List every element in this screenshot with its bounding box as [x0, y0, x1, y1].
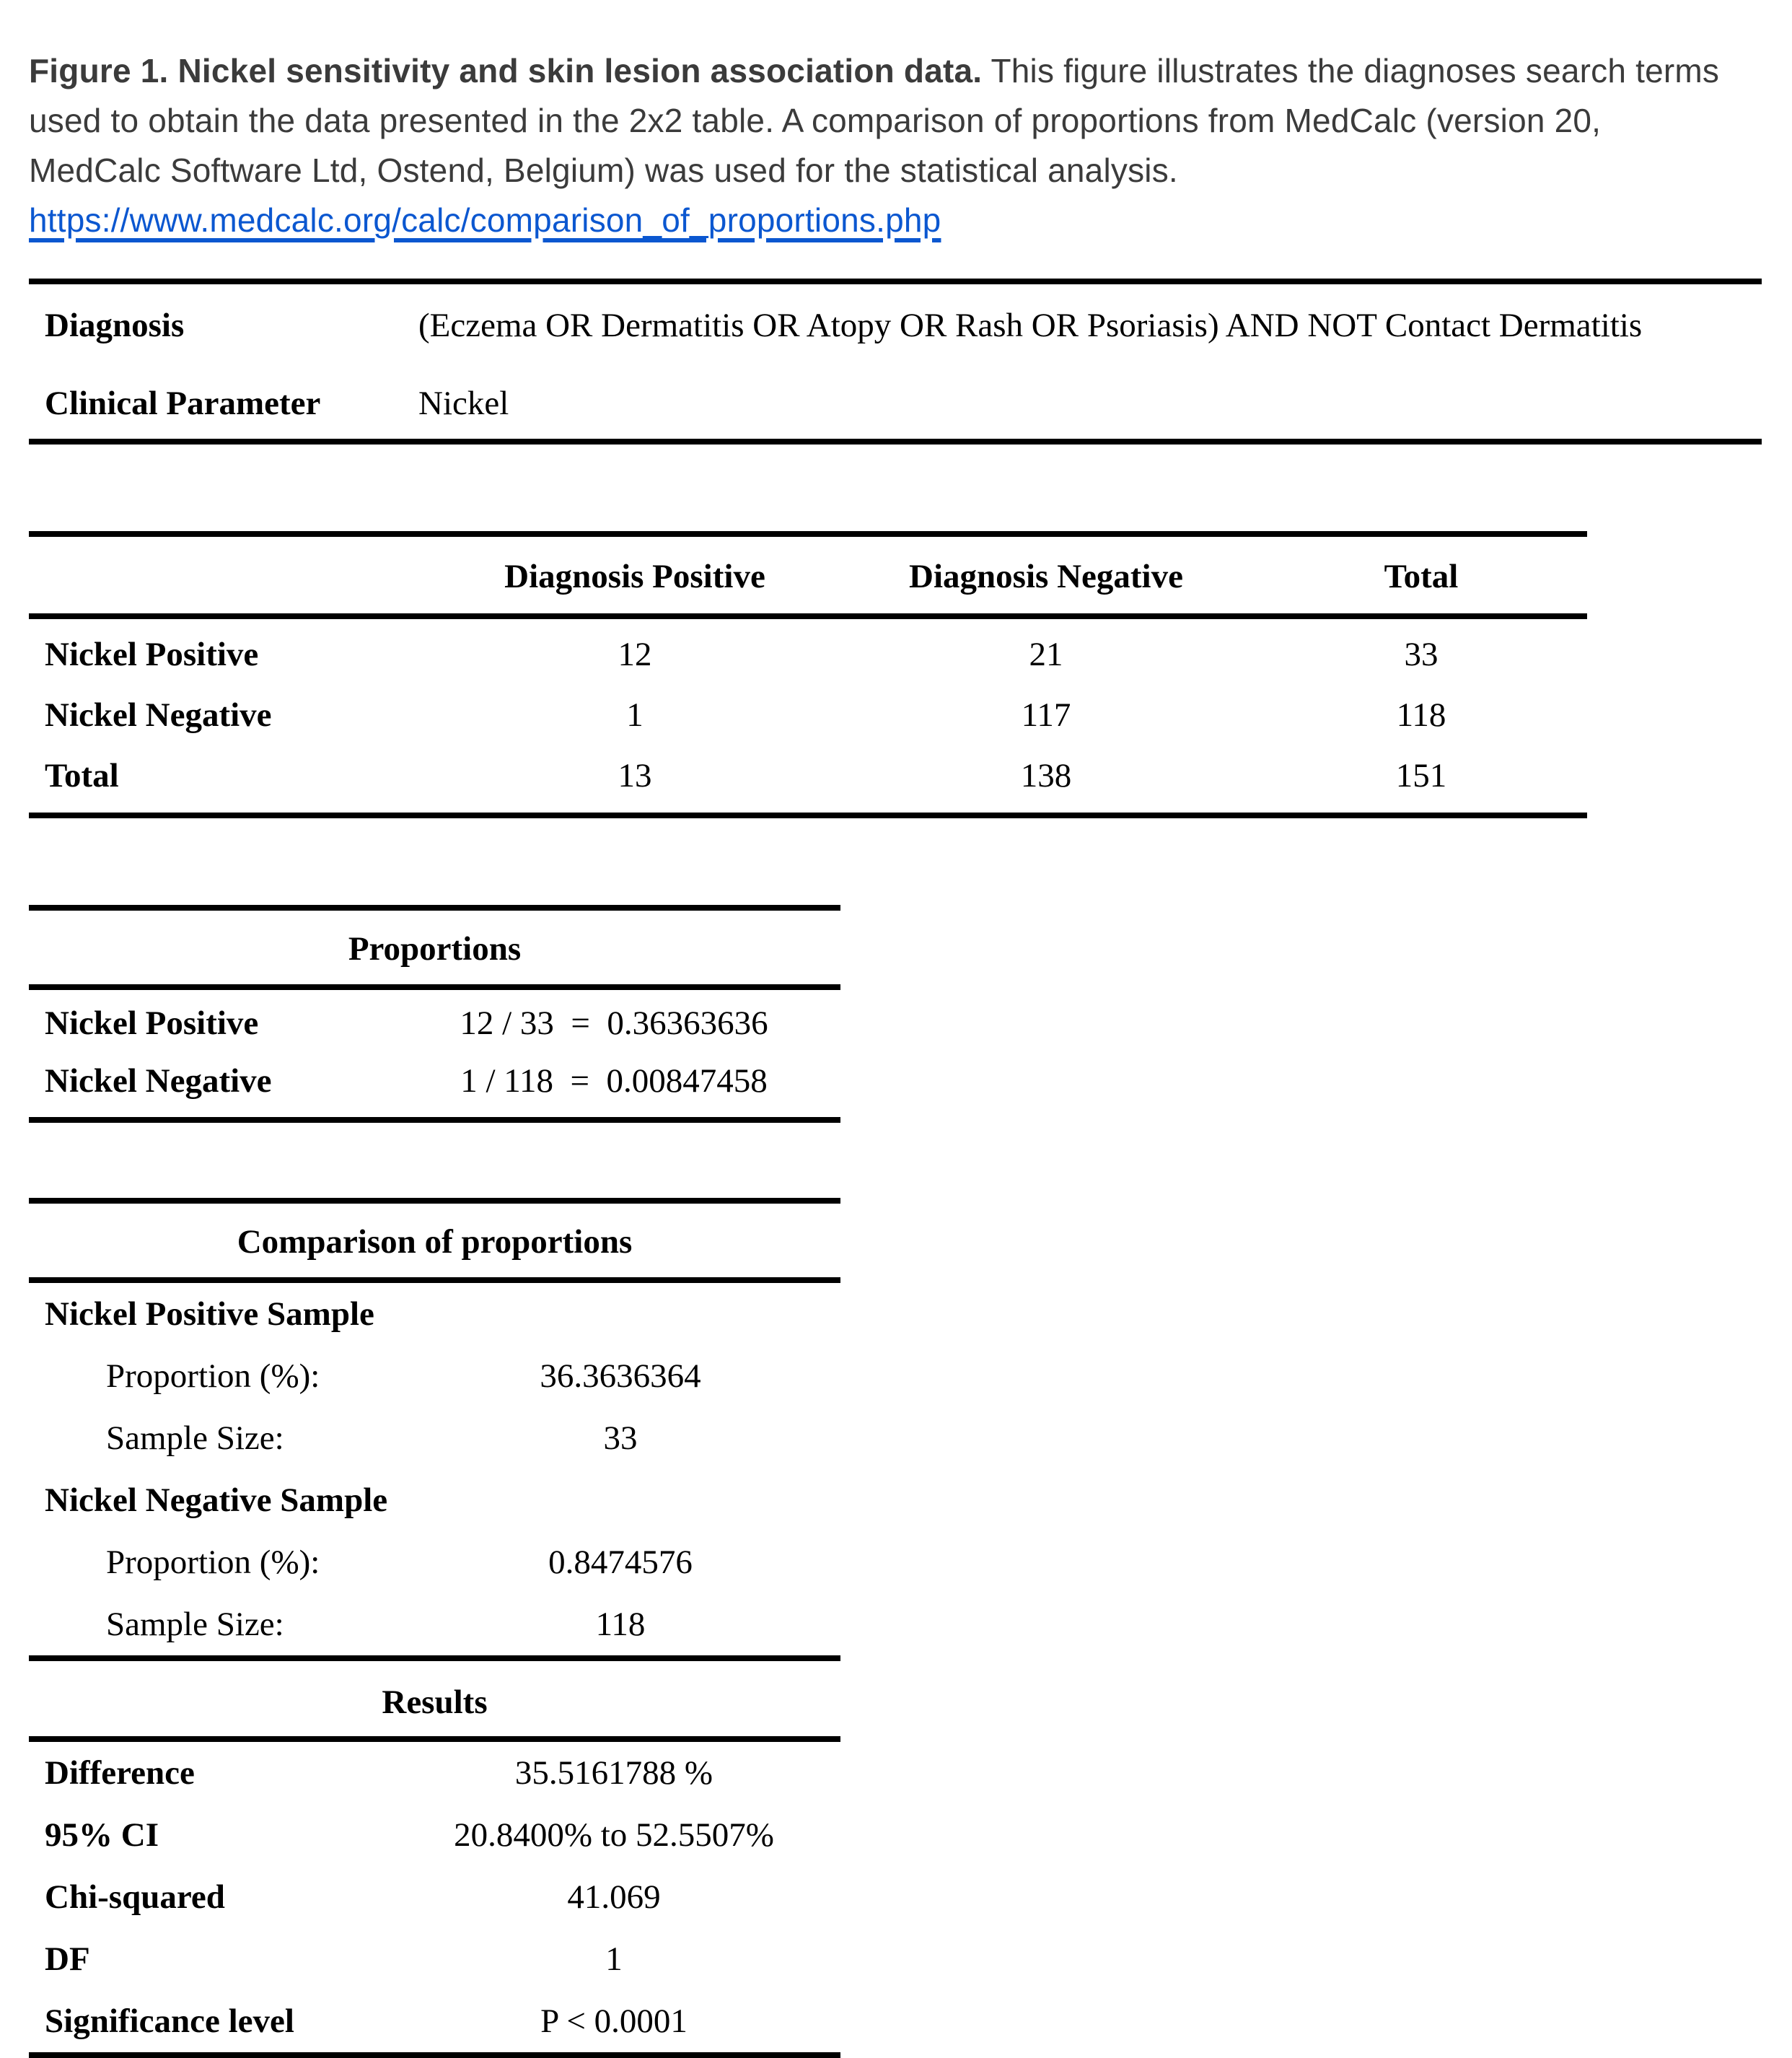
table-title: Comparison of proportions [29, 1204, 840, 1283]
row-value: 0.8474576 [548, 1544, 693, 1581]
table-row [29, 1593, 840, 1655]
table-title: Proportions [29, 911, 840, 990]
table-row [29, 1052, 840, 1110]
table-row [29, 1531, 840, 1593]
column-header: Diagnosis Positive [504, 558, 765, 595]
table-header-row [29, 537, 1587, 619]
column-header: Diagnosis Negative [909, 558, 1183, 595]
table-row [29, 994, 840, 1052]
row-label: 95% CI [45, 1816, 159, 1854]
figure-caption [29, 46, 1737, 245]
table-row [29, 1804, 840, 1866]
table-row [29, 1345, 840, 1407]
row-label: Difference [45, 1754, 195, 1792]
row-value: 33 [603, 1419, 638, 1457]
row-label: Chi-squared [45, 1878, 225, 1916]
group-header: Nickel Negative Sample [45, 1481, 388, 1519]
row-label: Nickel Positive [45, 1004, 259, 1042]
row-label: Proportion (%): [106, 1544, 320, 1581]
column-header: Total [1384, 558, 1459, 595]
cell: 117 [1021, 696, 1071, 734]
row-value: 35.5161788 % [514, 1754, 713, 1792]
row-label: Nickel Negative [45, 696, 272, 734]
table-body [29, 990, 840, 1117]
table-row [29, 1928, 840, 1990]
contingency-table [29, 531, 1587, 818]
table-row [29, 1866, 840, 1928]
table-row [29, 1407, 840, 1469]
cell: 12 [618, 636, 652, 673]
cell: 21 [1029, 636, 1063, 673]
row-value: Nickel [418, 385, 509, 422]
cell: 151 [1395, 757, 1447, 794]
cell: 13 [618, 757, 652, 794]
table-row [29, 684, 1587, 745]
search-terms-table [29, 279, 1762, 445]
cell: 1 [626, 696, 644, 734]
proportions-table [29, 905, 840, 1123]
cell: 118 [1396, 696, 1446, 734]
row-label: Sample Size: [106, 1606, 284, 1643]
results-table [29, 1661, 840, 2058]
row-value: 41.069 [567, 1878, 661, 1916]
comparison-table [29, 1198, 840, 1661]
row-label: Nickel Positive [45, 636, 259, 673]
cell: 33 [1404, 636, 1439, 673]
table-body [29, 1283, 840, 1655]
table-row [29, 305, 1762, 346]
group-header: Nickel Positive Sample [45, 1295, 374, 1333]
row-label: DF [45, 1940, 90, 1978]
table-row [29, 745, 1587, 805]
table-body [29, 1742, 840, 2052]
row-label: Diagnosis [45, 307, 185, 344]
row-label: Clinical Parameter [45, 385, 321, 422]
table-title: Results [29, 1661, 840, 1742]
row-value: P < 0.0001 [540, 2002, 688, 2040]
row-label: Total [45, 757, 119, 794]
table-body [29, 619, 1587, 813]
row-label: Proportion (%): [106, 1357, 320, 1395]
cell: 138 [1020, 757, 1072, 794]
table-row [29, 623, 1587, 684]
caption-body-text: This figure illustrates the diagnoses search terms used to obtain the data presented in the 2x2 table. A comparison of proportions from MedCalc (version 20, MedCalc Software Ltd, Ostend, Belgium) was used for the statistical analysis. [29, 52, 1720, 189]
row-value: (Eczema OR Dermatitis OR Atopy OR Rash OR Psoriasis) AND NOT Contact Dermatitis [418, 307, 1643, 344]
row-label: Nickel Negative [45, 1062, 272, 1100]
medcalc-link[interactable]: https://www.medcalc.org/calc/comparison_of_proportions.php [29, 201, 941, 239]
row-value: 20.8400% to 52.5507% [454, 1816, 774, 1854]
table-row [29, 1990, 840, 2052]
table-row [29, 382, 1762, 424]
row-label: Sample Size: [106, 1419, 284, 1457]
row-value: 12 / 33 = 0.36363636 [460, 1004, 768, 1042]
row-value: 36.3636364 [540, 1357, 701, 1395]
row-value: 1 / 118 = 0.00847458 [460, 1062, 768, 1100]
caption-bold-text: Figure 1. Nickel sensitivity and skin lesion association data. [29, 52, 983, 89]
row-label: Significance level [45, 2002, 294, 2040]
row-value: 1 [605, 1940, 623, 1978]
header-empty-cell [45, 556, 433, 597]
row-value: 118 [595, 1606, 646, 1643]
table-row [29, 1742, 840, 1804]
